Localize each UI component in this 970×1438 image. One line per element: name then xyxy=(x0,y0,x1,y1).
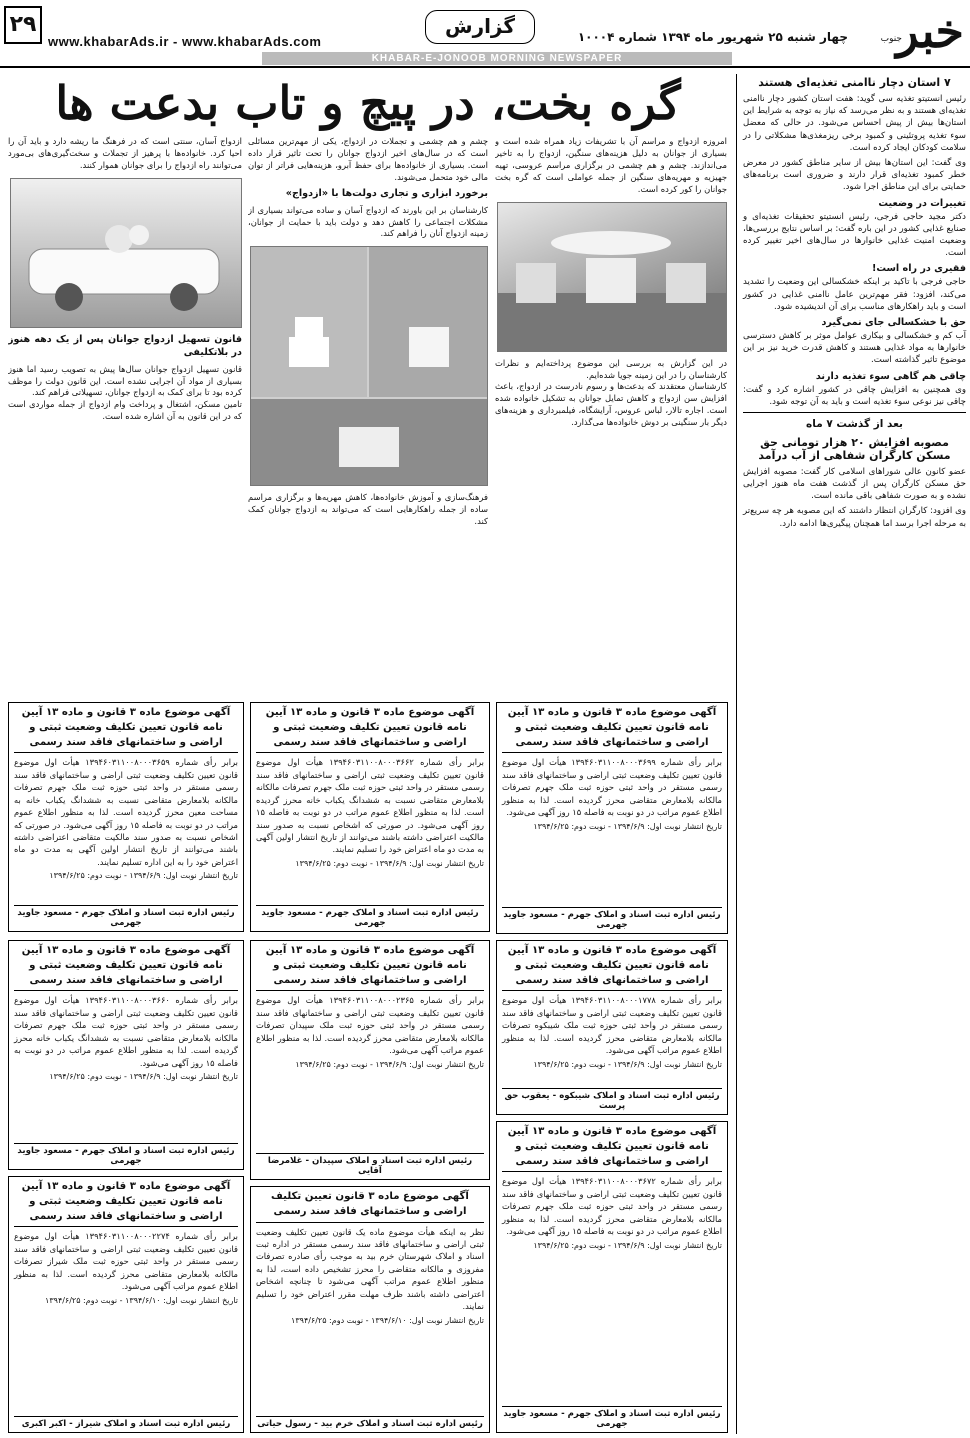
news-paragraph: عضو کانون عالی شوراهای اسلامی کار گفت: مصوبه افزایش حق مسکن کارگران پس از گذشت هفت ماه هنوز اجرایی نشده و به صورت شفاهی باقی مانده است. xyxy=(743,466,966,502)
wedding-cake-photos xyxy=(250,246,488,486)
issue-dateline: چهار شنبه ۲۵ شهریور ماه ۱۳۹۴ شماره ۱۰۰۰۴ xyxy=(577,30,848,44)
news-paragraph: رئیس انستیتو تغذیه سی گوید: هفت استان کشور دچار ناامنی تغذیه‌ای هستند و به نظر می‌رسد که نیاز به توجه به شرایط این استان‌ها بیش از پیش احساس می‌شود. در حالی که معضل سوء تغذیه پروتئینی و کمبود برخی ریزمغذی‌ها مشکلاتی را در سلامت کودکان ایجاد کرده است. xyxy=(743,94,966,153)
legal-notice xyxy=(250,940,490,1180)
notice-signature: رئیس اداره ثبت اسناد و املاک جهرم - مسعود جاوید جهرمی xyxy=(502,907,722,930)
article-column-3 xyxy=(8,136,242,696)
news-paragraph: آب کم و خشکسالی و بیکاری عوامل موثر بر کاهش دسترسی خانوارها به مواد غذایی هستند و کاهش قدرت خرید نیز بر این موضوع تاثیر گذاشته است. xyxy=(743,331,966,366)
notice-title: آگهی موضوع ماده ۳ قانون و ماده ۱۳ آیین نامه قانون تعیین تکلیف وضعیت ثبتی و اراضی و ساختمانهای فاقد سند رسمی xyxy=(14,706,238,753)
notice-date: تاریخ انتشار نوبت اول: ۱۳۹۴/۶/۹ - نوبت دوم: ۱۳۹۴/۶/۲۵ xyxy=(533,1059,722,1069)
news-subheading: فقیری در راه است! xyxy=(871,263,966,275)
notice-title: آگهی موضوع ماده ۳ قانون و ماده ۱۳ آیین نامه قانون تعیین تکلیف وضعیت ثبتی و اراضی و ساختمانهای فاقد سند رسمی xyxy=(502,706,722,753)
notice-title: آگهی موضوع ماده ۳ قانون و ماده ۱۳ آیین نامه قانون تعیین تکلیف وضعیت ثبتی و اراضی و ساختمانهای فاقد سند رسمی xyxy=(256,944,484,991)
notice-signature: رئیس اداره ثبت اسناد و املاک جهرم - مسعود جاوید جهرمی xyxy=(14,1143,238,1166)
masthead xyxy=(0,0,970,68)
wedding-car-illustration xyxy=(10,179,241,328)
notice-signature: رئیس اداره ثبت اسناد و املاک خرم بید - رسول حیاتی xyxy=(256,1416,484,1429)
notice-body: برابر رأی شماره ۱۳۹۴۶۰۳۱۱۰۰۸۰۰۰۳۶۵۹ هیأت اول موضوع قانون تعیین تکلیف وضعیت ثبتی اراضی و ساختمانهای فاقد سند رسمی مستقر در واحد ثبتی حوزه ثبت ملک جهرم تصرفات مالکانه بلامعارض متقاضی نسبت به ششدانگ یکباب خانه به مساحت معین محرز گردیده است. لذا به منظور اطلاع عموم مراتب در دو نوبت به فاصله ۱۵ روز آگهی می‌شود. در صورتی که اشخاص نسبت به صدور سند مالکیت متقاضی اعتراضی داشته باشند می‌توانند از تاریخ انتشار اولین آگهی به مدت دو ماه اعتراض خود را به این اداره تسلیم نمایند. xyxy=(14,757,238,867)
notice-body: برابر رأی شماره ۱۳۹۴۶۰۳۱۱۰۰۸۰۰۰۳۶۶۲ هیأت اول موضوع قانون تعیین تکلیف وضعیت ثبتی اراضی و ساختمانهای فاقد سند رسمی مستقر در واحد ثبتی حوزه ثبت ملک جهرم تصرفات مالکانه بلامعارض متقاضی نسبت به ششدانگ یکباب خانه محرز گردیده است. لذا به منظور اطلاع عموم مراتب در دو نوبت به فاصله ۱۵ روز آگهی می‌شود. در صورتی که اشخاص نسبت به صدور سند مالکیت اعتراضی داشته باشند می‌توانند از تاریخ انتشار اولین آگهی به مدت دو ماه اعتراض خود را تسلیم نمایند. xyxy=(256,757,484,855)
article-paragraph: چشم و هم چشمی و تجملات در ازدواج، یکی از مهم‌ترین مسائلی است که در سال‌های اخیر ازدواج جوانان را تحت تاثیر قرار داده است. بسیاری از خانواده‌ها برای حفظ آبرو، هزینه‌هایی فراتر از توان مالی خود متحمل می‌شوند. xyxy=(248,136,488,182)
news-paragraph: دکتر مجید حاجی فرجی، رئیس انستیتو تحقیقات تغذیه‌ای و صنایع غذایی کشور در این باره گفت: بر اساس نتایج بررسی‌ها، وضعیت امنیت غذایی خانوارها در سال‌های اخیر تغییر کرده است. xyxy=(743,211,966,259)
notice-title: آگهی موضوع ماده ۳ قانون تعیین تکلیف اراضی و ساختمانهای فاقد سند رسمی xyxy=(256,1190,484,1223)
notice-body: برابر رأی شماره ۱۳۹۴۶۰۳۱۱۰۰۸۰۰۰۳۶۷۲ هیأت اول موضوع قانون تعیین تکلیف وضعیت ثبتی اراضی و ساختمانهای فاقد سند رسمی مستقر در واحد ثبتی حوزه ثبت ملک جهرم تصرفات مالکانه بلامعارض متقاضی محرز گردیده است. لذا به منظور اطلاع عموم مراتب در دو نوبت به فاصله ۱۵ روز آگهی می‌شود. xyxy=(502,1176,722,1237)
notice-date: تاریخ انتشار نوبت اول: ۱۳۹۴/۶/۹ - نوبت دوم: ۱۳۹۴/۶/۲۵ xyxy=(295,1059,484,1069)
notice-title: آگهی موضوع ماده ۳ قانون و ماده ۱۳ آیین نامه قانون تعیین تکلیف وضعیت ثبتی و اراضی و ساختمانهای فاقد سند رسمی xyxy=(256,706,484,753)
notice-body: نظر به اینکه هیأت موضوع ماده یک قانون تعیین تکلیف وضعیت ثبتی اراضی و ساختمانهای فاقد سند رسمی مستقر در اداره ثبت اسناد و املاک شهرستان خرم بید به موجب رأی صادره تصرفات مفروزی و مالکانه متقاضی را محرز تشخیص داده است، لذا به منظور اطلاع عموم مراتب آگهی می‌شود تا چنانچه اشخاص اعتراضی داشته باشند ظرف مهلت مقرر اعتراض خود را تسلیم نمایند. xyxy=(256,1226,484,1312)
legal-notice xyxy=(250,1186,490,1433)
notice-signature: رئیس اداره ثبت اسناد و املاک سپیدان - غلامرضا آقایی xyxy=(256,1153,484,1176)
tagline-bar: KHABAR-E-JONOOB MORNING NEWSPAPER xyxy=(262,52,732,65)
article-paragraph: تامین مسکن، اشتغال و پرداخت وام ازدواج از جمله مواردی است که در این قانون به آن اشاره شده است. xyxy=(8,399,242,422)
news-paragraph: وی افزود: کارگران انتظار داشتند که این مصوبه هر چه سریع‌تر به مرحله اجرا برسد اما همچنان پیگیری‌ها ادامه دارد. xyxy=(743,506,966,529)
article-subheading: قانون تسهیل ازدواج جوانان پس از یک دهه هنوز در بلاتکلیفی xyxy=(8,333,242,358)
news-subheading: چاقی هم گاهی سوء تغذیه دارند xyxy=(815,370,966,382)
notice-title: آگهی موضوع ماده ۳ قانون و ماده ۱۳ آیین نامه قانون تعیین تکلیف وضعیت ثبتی و اراضی و ساختمانهای فاقد سند رسمی xyxy=(502,944,722,991)
news-headline: ۷ استان دچار ناامنی تغذیه‌ای هستند xyxy=(758,76,951,89)
page-number: ۲۹ xyxy=(4,6,42,44)
notice-date: تاریخ انتشار نوبت اول: ۱۳۹۴/۶/۹ - نوبت دوم: ۱۳۹۴/۶/۲۵ xyxy=(49,871,238,881)
notice-title: آگهی موضوع ماده ۳ قانون و ماده ۱۳ آیین نامه قانون تعیین تکلیف وضعیت ثبتی و اراضی و ساختمانهای فاقد سند رسمی xyxy=(14,1180,238,1227)
notice-body: برابر رأی شماره ۱۳۹۴۶۰۳۱۱۰۰۸۰۰۰۲۲۷۴ هیأت اول موضوع قانون تعیین تکلیف وضعیت ثبتی اراضی و ساختمانهای فاقد سند رسمی مستقر در واحد ثبتی حوزه ثبت ملک شیراز تصرفات مالکانه بلامعارض متقاضی محرز گردیده است. لذا به منظور اطلاع عموم مراتب آگهی می‌شود. xyxy=(14,1231,238,1292)
article-subheading: برخورد ابزاری و تجاری دولت‌ها با «ازدواج» xyxy=(285,187,488,199)
article-paragraph: کارشناسان معتقدند که بدعت‌ها و رسوم نادرست در ازدواج، باعث افزایش سن ازدواج و کاهش تمایل جوانان به تشکیل خانواده شده است. اجاره تالار، لباس عروس، آرایشگاه، فیلمبرداری و هزینه‌های دیگر بار سنگینی بر دوش خانواده‌ها می‌گذارد. xyxy=(495,381,727,428)
notice-body: برابر رأی شماره ۱۳۹۴۶۰۳۱۱۰۰۸۰۰۰۳۶۹۹ هیأت اول موضوع قانون تعیین تکلیف وضعیت ثبتی اراضی و ساختمانهای فاقد سند رسمی مستقر در واحد ثبتی حوزه ثبت ملک جهرم تصرفات مالکانه بلامعارض متقاضی محرز گردیده است. لذا به منظور اطلاع عموم مراتب در دو نوبت به فاصله ۱۵ روز آگهی می‌شود. xyxy=(502,757,722,818)
logo-subtext: جنوب xyxy=(880,34,902,44)
wedding-hall-illustration xyxy=(497,203,726,352)
legal-notice xyxy=(496,1121,728,1433)
notice-date: تاریخ انتشار نوبت اول: ۱۳۹۴/۶/۹ - نوبت دوم: ۱۳۹۴/۶/۲۵ xyxy=(49,1071,238,1081)
wedding-hall-photo xyxy=(497,202,727,352)
notice-date: تاریخ انتشار نوبت اول: ۱۳۹۴/۶/۱۰ - نوبت دوم: ۱۳۹۴/۶/۲۵ xyxy=(45,1295,238,1305)
legal-notice xyxy=(496,702,728,934)
legal-notice xyxy=(8,940,244,1170)
wedding-car-photo xyxy=(10,178,242,328)
article-column-1 xyxy=(495,136,727,696)
news-kicker: بعد از گذشت ۷ ماه xyxy=(743,412,966,432)
notice-title: آگهی موضوع ماده ۳ قانون و ماده ۱۳ آیین نامه قانون تعیین تکلیف وضعیت ثبتی و اراضی و ساختمانهای فاقد سند رسمی xyxy=(502,1125,722,1172)
notice-signature: رئیس اداره ثبت اسناد و املاک جهرم - مسعود جاوید جهرمی xyxy=(14,905,238,928)
newspaper-logo xyxy=(854,4,964,60)
notice-body: برابر رأی شماره ۱۳۹۴۶۰۳۱۱۰۰۸۰۰۰۱۷۷۸ هیأت اول موضوع قانون تعیین تکلیف وضعیت ثبتی اراضی و ساختمانهای فاقد سند رسمی مستقر در واحد ثبتی حوزه ثبت ملک شیبکوه تصرفات مالکانه بلامعارض متقاضی محرز گردیده است. لذا به منظور اطلاع عموم مراتب آگهی می‌شود. xyxy=(502,995,722,1056)
website-url[interactable]: www.khabarAds.ir - www.khabarAds.com xyxy=(48,34,322,49)
legal-notice xyxy=(8,1176,244,1433)
notice-signature: رئیس اداره ثبت اسناد و املاک جهرم - مسعود جاوید جهرمی xyxy=(256,905,484,928)
article-paragraph: قانون تسهیل ازدواج جوانان سال‌ها پیش به تصویب رسید اما هنوز بسیاری از مواد آن اجرایی نشده است. این قانون دولت را موظف کرده بود تا برای کمک به ازدواج جوانان، تسهیلاتی فراهم کند. xyxy=(8,363,242,398)
right-news-column xyxy=(736,74,966,1434)
news-paragraph: وی همچنین به افزایش چاقی در کشور اشاره کرد و گفت: چاقی نیز نوعی سوء تغذیه است و باید به آن توجه شود. xyxy=(743,384,966,407)
legal-notice xyxy=(8,702,244,932)
article-paragraph: فرهنگ‌سازی و آموزش خانواده‌ها، کاهش مهریه‌ها و برگزاری مراسم ساده از جمله راهکارهایی است که می‌تواند به ازدواج جوانان کمک کند. xyxy=(248,492,488,527)
article-paragraph: کارشناسان بر این باورند که ازدواج آسان و ساده می‌تواند بسیاری از مشکلات اجتماعی را کاهش دهد و دولت باید با حمایت از جوانان، زمینه ازدواج آنان را فراهم کند. xyxy=(248,204,488,239)
article-paragraph: ازدواج آسان، سنتی است که در فرهنگ ما ریشه دارد و باید آن را احیا کرد. خانواده‌ها با پرهیز از تجملات و سخت‌گیری‌های بی‌مورد می‌توانند راه ازدواج را برای جوانان هموار کنند. xyxy=(8,136,242,170)
notice-signature: رئیس اداره ثبت اسناد و املاک جهرم - مسعود جاوید جهرمی xyxy=(502,1406,722,1429)
news-headline: مصوبه افزایش ۲۰ هزار تومانی حق مسکن کارگران شفاهی از آب درآمد xyxy=(758,435,951,462)
article-paragraph: امروزه ازدواج و مراسم آن با تشریفات زیاد همراه شده است و بسیاری از جوانان به دلیل هزینه‌های سنگین، ازدواج را به تاخیر می‌اندازند. چشم و هم چشمی در برگزاری مراسم عروسی، تهیه جهیزیه و مهریه‌های سنگین از جمله عواملی است که گره بخت جوانان را کور کرده است. xyxy=(495,136,727,194)
news-subheading: حق با خشکسالی جای نمی‌گیرد xyxy=(821,317,966,329)
notice-title: آگهی موضوع ماده ۳ قانون و ماده ۱۳ آیین نامه قانون تعیین تکلیف وضعیت ثبتی و اراضی و ساختمانهای فاقد سند رسمی xyxy=(14,944,238,991)
logo-text: خبر xyxy=(896,4,964,58)
wedding-cake-illustration xyxy=(250,247,487,486)
legal-notice xyxy=(250,702,490,932)
notice-date: تاریخ انتشار نوبت اول: ۱۳۹۴/۶/۹ - نوبت دوم: ۱۳۹۴/۶/۲۵ xyxy=(533,1240,722,1250)
notice-body: برابر رأی شماره ۱۳۹۴۶۰۳۱۱۰۰۸۰۰۰۳۶۶۰ هیأت اول موضوع قانون تعیین تکلیف وضعیت ثبتی اراضی و ساختمانهای فاقد سند رسمی مستقر در واحد ثبتی حوزه ثبت ملک جهرم تصرفات مالکانه بلامعارض متقاضی نسبت به ششدانگ یکباب خانه محرز گردیده است. لذا به منظور اطلاع عموم مراتب در دو نوبت به فاصله ۱۵ روز آگهی می‌شود. xyxy=(14,995,238,1068)
notice-body: برابر رأی شماره ۱۳۹۴۶۰۳۱۱۰۰۸۰۰۰۲۳۶۵ هیأت اول موضوع قانون تعیین تکلیف وضعیت ثبتی اراضی و ساختمانهای فاقد سند رسمی مستقر در واحد ثبتی حوزه ثبت ملک سپیدان تصرفات مالکانه بلامعارض متقاضی محرز گردیده است. لذا به منظور اطلاع عموم مراتب آگهی می‌شود. xyxy=(256,995,484,1056)
notice-signature: رئیس اداره ثبت اسناد و املاک شیراز - اکبر اکبری xyxy=(14,1416,238,1429)
notice-date: تاریخ انتشار نوبت اول: ۱۳۹۴/۶/۹ - نوبت دوم: ۱۳۹۴/۶/۲۵ xyxy=(533,821,722,831)
legal-notice xyxy=(496,940,728,1115)
article-paragraph: در این گزارش به بررسی این موضوع پرداخته‌ایم و نظرات کارشناسان را در این زمینه جویا شده‌ایم. xyxy=(495,357,727,380)
news-paragraph: حاجی فرجی با تاکید بر اینکه خشکسالی این وضعیت را تشدید می‌کند، افزود: فقر مهم‌ترین عامل ناامنی غذایی در کشور است و باید راهکارهای مناسب برای آن اندیشیده شود. xyxy=(743,277,966,312)
notice-signature: رئیس اداره ثبت اسناد و املاک شیبکوه - یعقوب حق پرست xyxy=(502,1088,722,1111)
news-subheading: تغییرات در وضعیت xyxy=(878,197,966,209)
section-title: گزارش xyxy=(425,10,535,44)
article-title: گره بخت، در پیچ و تاب بدعت ها xyxy=(55,76,681,130)
article-column-2 xyxy=(248,136,488,696)
notice-date: تاریخ انتشار نوبت اول: ۱۳۹۴/۶/۱۰ - نوبت دوم: ۱۳۹۴/۶/۲۵ xyxy=(291,1315,484,1325)
news-paragraph: وی گفت: این استان‌ها بیش از سایر مناطق کشور در معرض خطر کمبود تغذیه‌ای قرار دارند و ضروری است برنامه‌های حمایتی برای این مناطق اجرا شود. xyxy=(743,158,966,193)
notice-date: تاریخ انتشار نوبت اول: ۱۳۹۴/۶/۹ - نوبت دوم: ۱۳۹۴/۶/۲۵ xyxy=(295,858,484,868)
